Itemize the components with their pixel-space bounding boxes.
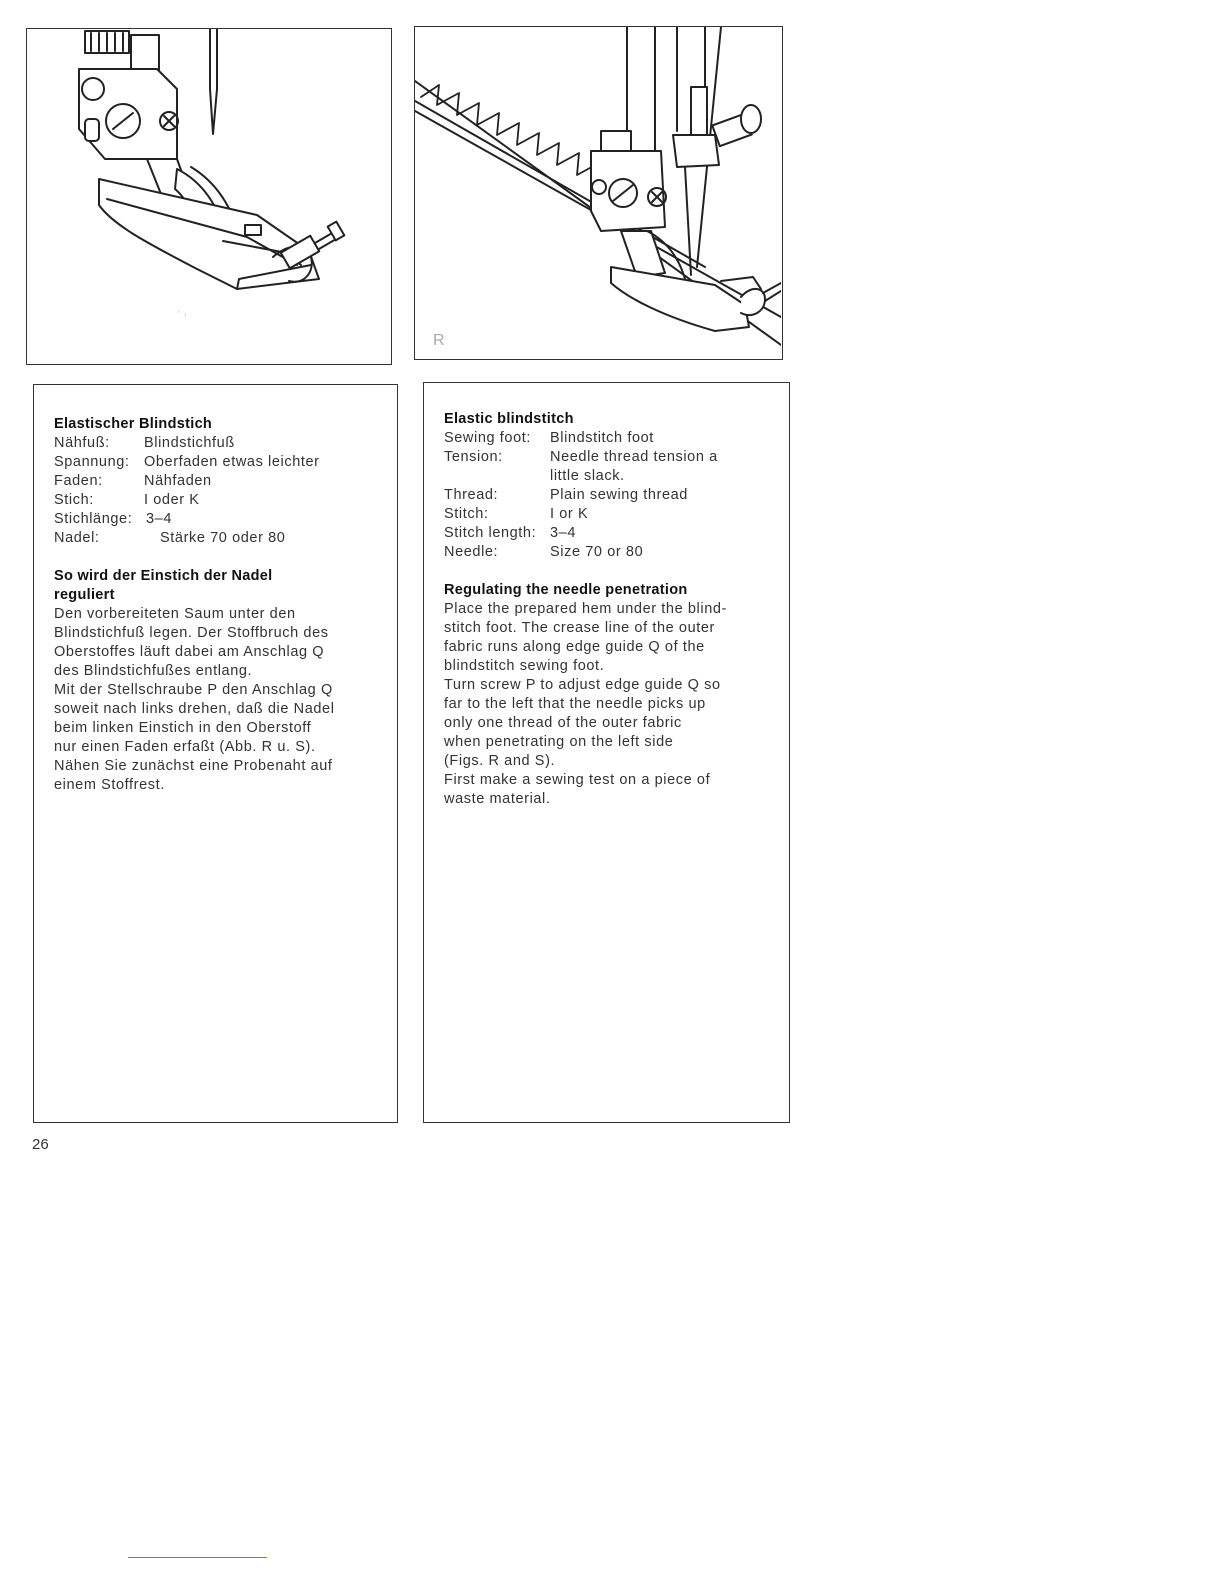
spec-value: Stärke 70 oder 80	[160, 530, 286, 546]
spec-key: Stich:	[54, 492, 94, 508]
body-line: blindstitch sewing foot.	[444, 658, 605, 674]
spec-value: Blindstitch foot	[550, 430, 654, 446]
english-spec-row	[444, 467, 779, 486]
german-text-panel	[33, 384, 398, 1123]
german-spec-row	[54, 434, 384, 453]
body-line: soweit nach links drehen, daß die Nadel	[54, 701, 335, 717]
spec-value: Size 70 or 80	[550, 544, 644, 560]
german-heading: Elastischer Blindstich	[54, 416, 213, 432]
body-line: Place the prepared hem under the blind-	[444, 601, 727, 617]
spec-value: little slack.	[550, 468, 625, 484]
german-content	[54, 415, 384, 795]
body-line: Den vorbereiteten Saum unter den	[54, 606, 296, 622]
spec-value: 3–4	[550, 525, 576, 541]
body-line: einem Stoffrest.	[54, 777, 165, 793]
body-line: nur einen Faden erfaßt (Abb. R u. S).	[54, 739, 316, 755]
spec-value: Needle thread tension a	[550, 449, 718, 465]
body-line: stitch foot. The crease line of the outer	[444, 620, 715, 636]
spec-key: Thread:	[444, 487, 499, 503]
spec-key: Spannung:	[54, 454, 130, 470]
english-subheading: Regulating the needle penetration	[444, 582, 688, 598]
english-spec-row	[444, 543, 779, 562]
page-number: 26	[32, 1136, 49, 1153]
spec-key: Nähfuß:	[54, 435, 110, 451]
spec-key: Faden:	[54, 473, 103, 489]
spec-key: Stichlänge:	[54, 511, 133, 527]
body-line: des Blindstichfußes entlang.	[54, 663, 253, 679]
spec-key: Sewing foot:	[444, 430, 531, 446]
footer-divider	[128, 1557, 267, 1558]
german-subheading-line2: reguliert	[54, 587, 115, 603]
presser-foot-illustration	[27, 29, 390, 363]
figure-label: R	[433, 332, 445, 349]
german-spec-row	[54, 472, 384, 491]
german-specs	[54, 434, 384, 548]
german-spec-row	[54, 491, 384, 510]
spec-value: Nähfaden	[144, 473, 212, 489]
spec-value: Oberfaden etwas leichter	[144, 454, 320, 470]
body-line: (Figs. R and S).	[444, 753, 556, 769]
spec-key: Needle:	[444, 544, 499, 560]
body-line: Blindstichfuß legen. Der Stoffbruch des	[54, 625, 329, 641]
body-line: First make a sewing test on a piece of	[444, 772, 711, 788]
body-line: when penetrating on the left side	[444, 734, 674, 750]
german-spec-row	[54, 529, 384, 548]
body-line: Oberstoffes läuft dabei am Anschlag Q	[54, 644, 325, 660]
spec-key: Stitch length:	[444, 525, 537, 541]
german-body	[54, 605, 384, 795]
english-spec-row	[444, 429, 779, 448]
english-specs	[444, 429, 779, 562]
spec-key	[444, 467, 550, 486]
german-spec-row	[54, 510, 384, 529]
blindstitch-illustration	[415, 27, 781, 358]
body-line: waste material.	[444, 791, 551, 807]
english-spec-row	[444, 505, 779, 524]
spec-key: Nadel:	[54, 530, 100, 546]
spec-value: 3–4	[146, 511, 172, 527]
body-line: fabric runs along edge guide Q of the	[444, 639, 705, 655]
spec-key: Tension:	[444, 449, 503, 465]
german-subheading-line1: So wird der Einstich der Nadel	[54, 568, 273, 584]
spec-value: Blindstichfuß	[144, 435, 235, 451]
english-content	[444, 410, 779, 809]
figure-left-presser-foot	[26, 28, 392, 365]
body-line: only one thread of the outer fabric	[444, 715, 682, 731]
body-line: Nähen Sie zunächst eine Probenaht auf	[54, 758, 333, 774]
figure-right-blindstitch	[414, 26, 783, 360]
spec-value: I or K	[550, 506, 589, 522]
body-line: Turn screw P to adjust edge guide Q so	[444, 677, 721, 693]
english-text-panel	[423, 382, 790, 1123]
spec-value: Plain sewing thread	[550, 487, 688, 503]
english-body	[444, 600, 779, 809]
german-spec-row	[54, 453, 384, 472]
spec-value: I oder K	[144, 492, 200, 508]
body-line: Mit der Stellschraube P den Anschlag Q	[54, 682, 333, 698]
body-line: far to the left that the needle picks up	[444, 696, 706, 712]
english-spec-row	[444, 486, 779, 505]
english-heading: Elastic blindstitch	[444, 411, 574, 427]
body-line: beim linken Einstich in den Oberstoff	[54, 720, 312, 736]
english-spec-row	[444, 448, 779, 467]
spec-key: Stitch:	[444, 506, 489, 522]
svg-text:· ,: · ,	[177, 306, 187, 318]
english-spec-row	[444, 524, 779, 543]
